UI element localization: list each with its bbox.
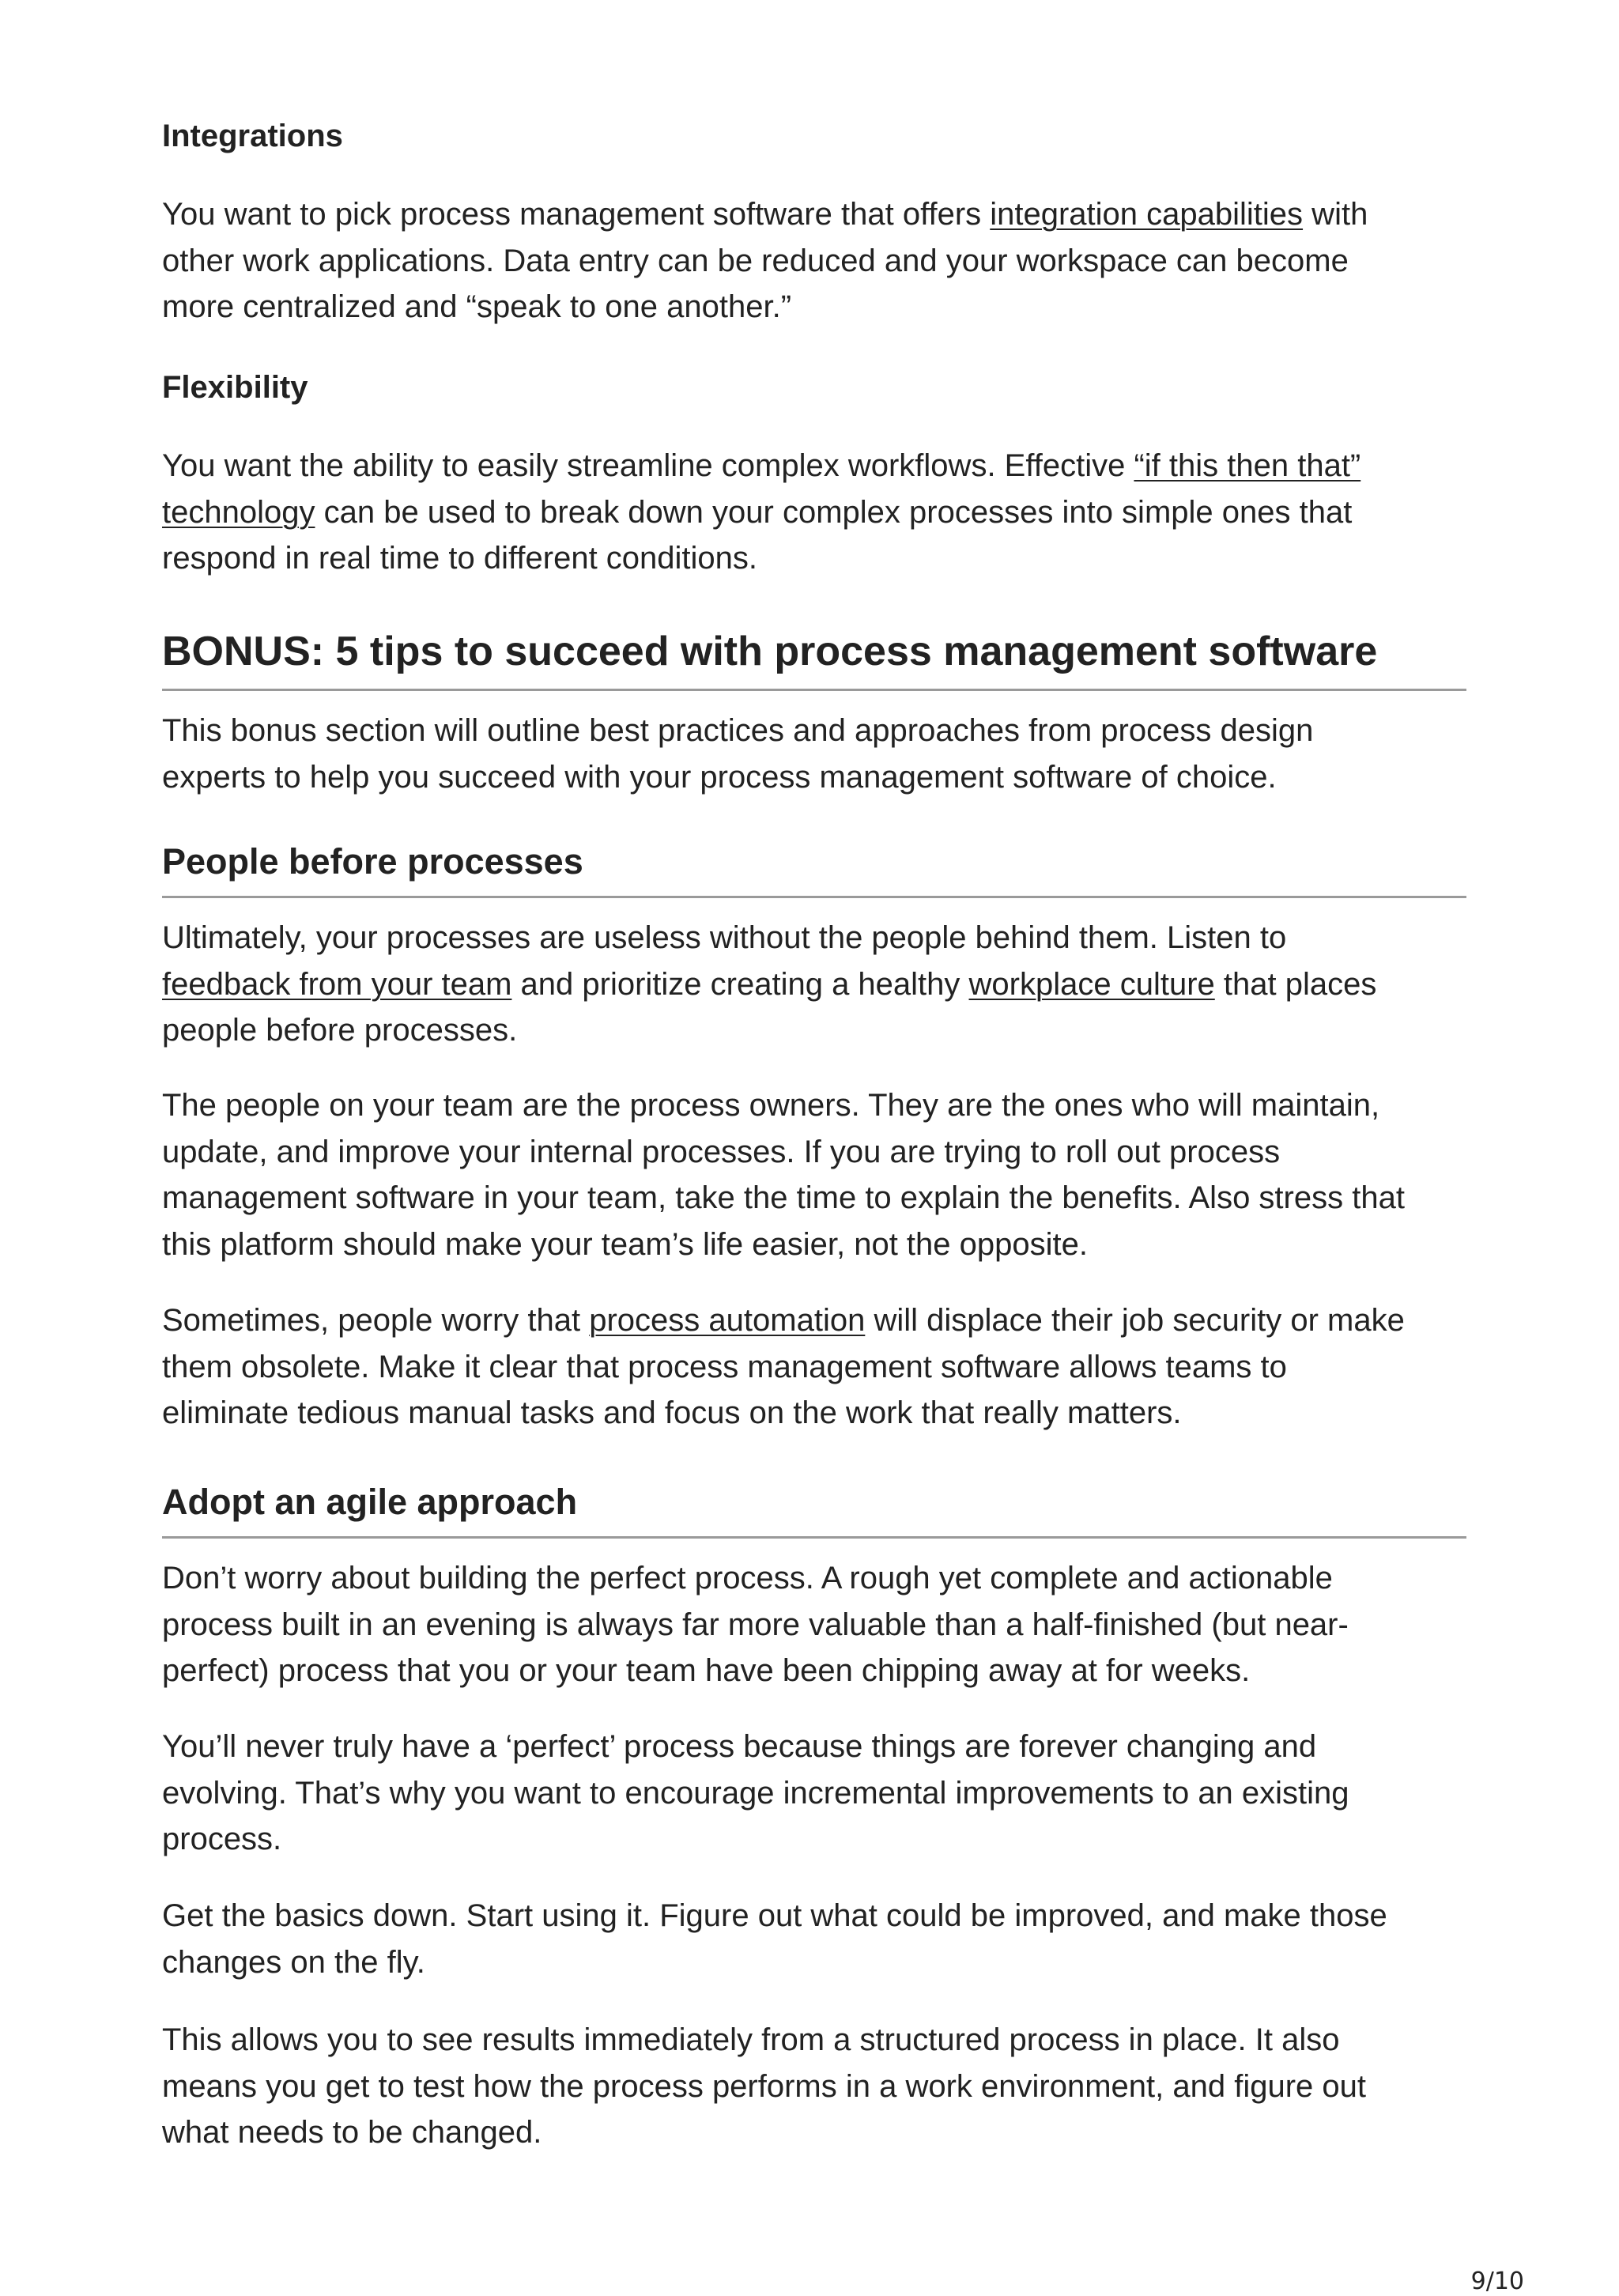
text-line: process. [162, 1822, 282, 1856]
feedback-from-your-team-link[interactable]: feedback from your team [162, 966, 512, 1002]
text-line: what needs to be changed. [162, 2115, 542, 2150]
people-paragraph-3 [162, 1297, 1466, 1437]
text-line [162, 443, 1466, 489]
integrations-heading: Integrations [162, 119, 343, 153]
text-line: The people on your team are the process owners. They are the ones who will maintain, [162, 1088, 1380, 1123]
text-line: experts to help you succeed with your process management software of choice. [162, 759, 1277, 795]
text-span: You want to pick process management software that offers [162, 197, 991, 232]
text-line [162, 961, 1466, 1008]
workplace-culture-link[interactable]: workplace culture [968, 966, 1215, 1002]
text-line: evolving. That’s why you want to encourage incremental improvements to an existing [162, 1775, 1349, 1811]
integration-capabilities-link[interactable]: integration capabilities [990, 197, 1304, 232]
text-line: respond in real time to different conditions. [162, 541, 758, 576]
flexibility-heading: Flexibility [162, 370, 308, 405]
text-line: other work applications. Data entry can be reduced and your workspace can become [162, 243, 1349, 278]
bonus-intro-paragraph [162, 708, 1466, 800]
text-span: Sometimes, people worry that [162, 1303, 590, 1338]
if-this-then-that-link[interactable]: “if this then that” [1134, 448, 1361, 483]
agile-paragraph-4 [162, 2017, 1466, 2156]
heading-divider [162, 1536, 1466, 1539]
text-line: This bonus section will outline best practices and approaches from process design [162, 713, 1314, 748]
agile-paragraph-3 [162, 1893, 1466, 1985]
bonus-section-heading: BONUS: 5 tips to succeed with process management software [162, 629, 1378, 674]
text-line: eliminate tedious manual tasks and focus on the work that really matters. [162, 1395, 1182, 1430]
text-span: and prioritize creating a healthy [511, 966, 969, 1002]
text-line [162, 1297, 1466, 1344]
page-number: 9/10 [1470, 2268, 1524, 2295]
heading-divider [162, 896, 1466, 898]
text-line: people before processes. [162, 1013, 518, 1048]
text-line: You’ll never truly have a ‘perfect’ process because things are forever changing and [162, 1729, 1317, 1764]
text-line [162, 489, 1466, 536]
text-line: Ultimately, your processes are useless without the people behind them. Listen to [162, 920, 1287, 955]
text-span: that places [1214, 966, 1377, 1002]
text-line: This allows you to see results immediately from a structured process in place. It also [162, 2022, 1340, 2057]
text-span: You want the ability to easily streamline complex workflows. Effective [162, 448, 1134, 483]
text-line: Don’t worry about building the perfect process. A rough yet complete and actionable [162, 1561, 1333, 1595]
text-line: more centralized and “speak to one another.” [162, 289, 792, 324]
text-line: process built in an evening is always far more valuable than a half-finished (but near- [162, 1607, 1349, 1642]
flexibility-paragraph [162, 443, 1466, 582]
text-line: update, and improve your internal processes. If you are trying to roll out process [162, 1134, 1281, 1169]
process-automation-link[interactable]: process automation [589, 1303, 866, 1338]
text-span: with [1303, 197, 1368, 232]
people-paragraph-2 [162, 1082, 1466, 1267]
text-line: them obsolete. Make it clear that process management software allows teams to [162, 1349, 1287, 1384]
agile-paragraph-1 [162, 1555, 1466, 1694]
integrations-paragraph [162, 191, 1466, 330]
people-paragraph-1 [162, 915, 1466, 1054]
people-before-processes-heading: People before processes [162, 841, 583, 882]
text-line: means you get to test how the process performs in a work environment, and figure out [162, 2068, 1367, 2104]
text-span: can be used to break down your complex processes into simple ones that [315, 494, 1353, 530]
text-line: changes on the fly. [162, 1944, 425, 1980]
technology-link[interactable]: technology [162, 494, 315, 530]
agile-paragraph-2 [162, 1724, 1466, 1863]
text-line: management software in your team, take the time to explain the benefits. Also stress that [162, 1180, 1405, 1215]
text-line: perfect) process that you or your team have been chipping away at for weeks. [162, 1653, 1251, 1688]
heading-divider [162, 689, 1466, 691]
text-line: Get the basics down. Start using it. Figure out what could be improved, and make those [162, 1898, 1387, 1933]
text-line [162, 191, 1466, 238]
adopt-agile-approach-heading: Adopt an agile approach [162, 1482, 578, 1522]
text-line: this platform should make your team’s life easier, not the opposite. [162, 1226, 1088, 1262]
text-span: will displace their job security or make [865, 1303, 1405, 1338]
